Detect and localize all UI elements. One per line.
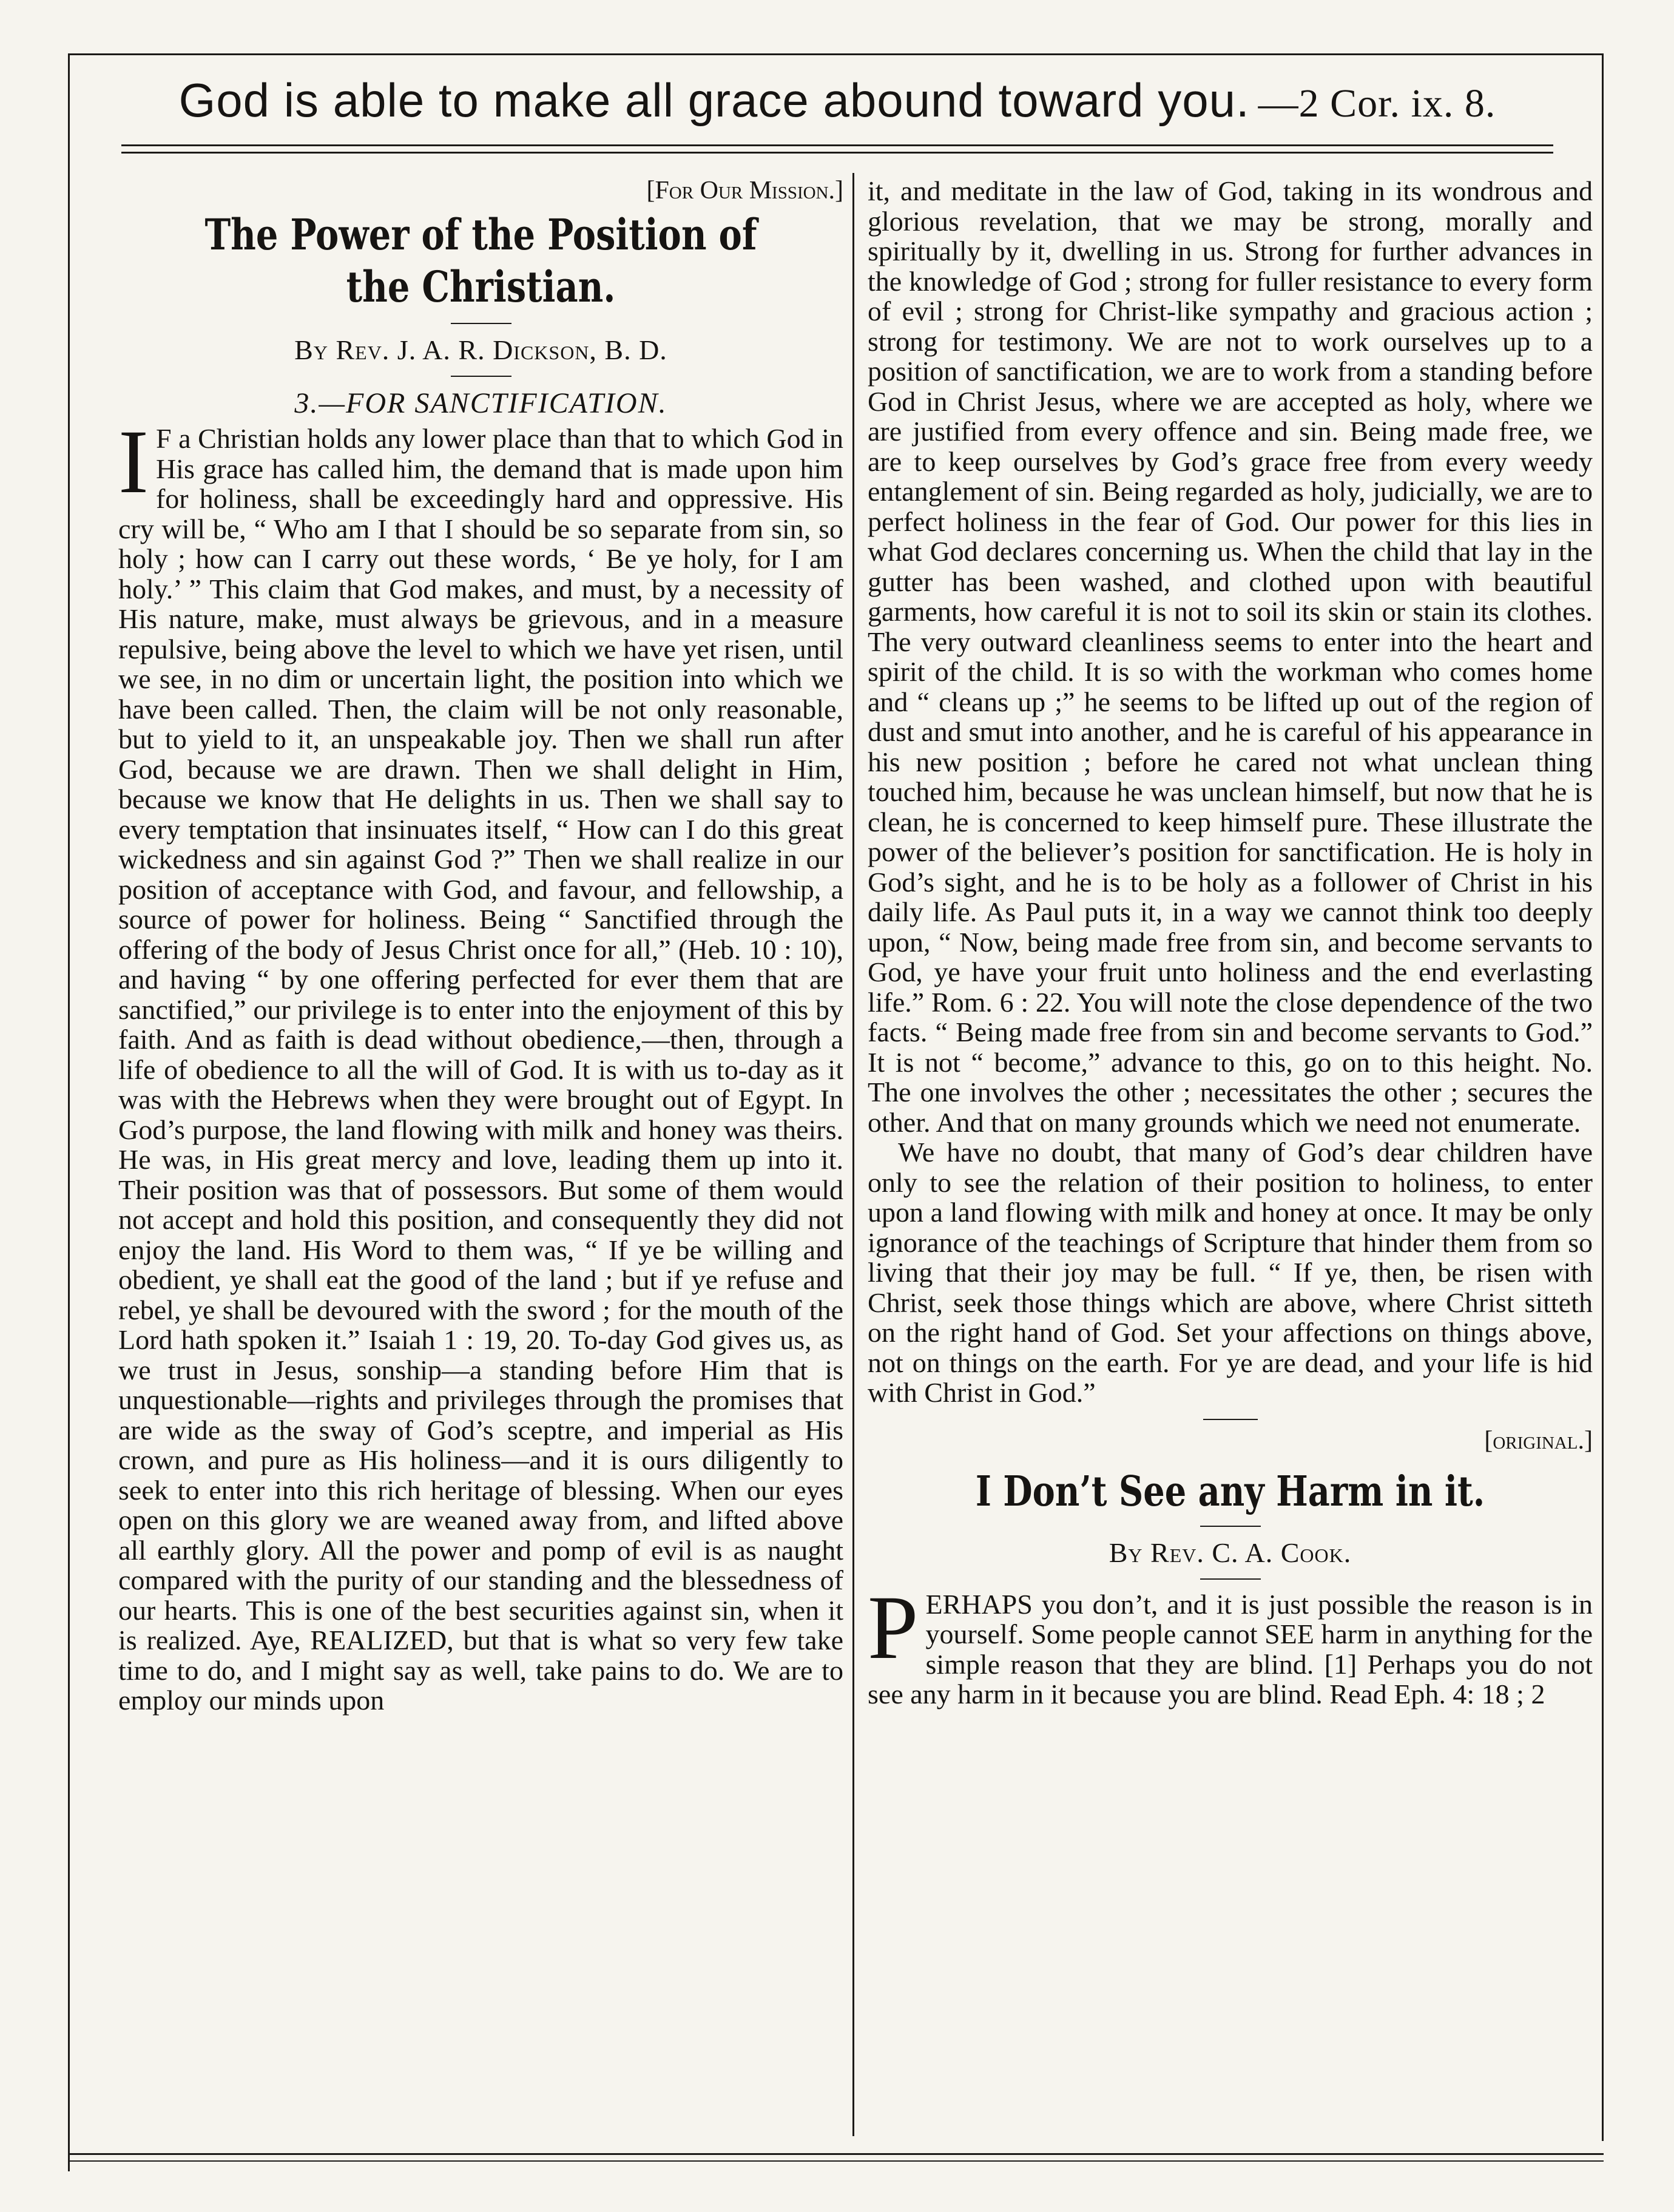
byline2-divider: [1200, 1578, 1261, 1580]
page-border-right: [1602, 53, 1604, 2141]
motto-text: God is able to make all grace abound toward you.: [178, 73, 1250, 127]
article1-paragraph-1-continued: it, and meditate in the law of God, taking in its wondrous and glorious revelation, that we may be strong, morally and spiritually by it, dwelling in us. Strong for further advances in the knowledge of God ; strong for fuller resistance to every form of evil ; strong for Christ-like sympathy and gracious action ; strong for testimony. We are not to work ourselves up to a position of sanctification, we are to work from a standing before God in Christ Jesus, where we are accepted as holy, where we are justified from every offence and sin. Being made free, we are to keep ourselves by God’s grace free from every weedy entanglement of sin. Being regarded as holy, judicially, we are to perfect holiness in the fear of God. Our power for this lies in what God declares concerning us. When the child that lay in the gutter has been washed, and clothed upon with beautiful garments, how careful it is not to soil its skin or stain its clothes. The very outward cleanliness seems to enter into the heart and spirit of the child. It is so with the workman who comes home and “ cleans up ;” he seems to be lifted up out of the region of dust and smut into another, and he is careful of his appearance in his new position ; before he cared not what unclean thing touched him, because he was unclean himself, but now that he is clean, he is concerned to keep himself pure. These illustrate the power of the believer’s position for sanctification. He is holy in God’s sight, and he is to be holy as a follower of Christ in his daily life. As Paul puts it, in a way we cannot think too deeply upon, “ Now, being made free from sin, and become servants to God, ye have your fruit unto holiness and the end everlasting life.” Rom. 6 : 22. You will note the close dependence of the two facts. “ Being made free from sin and become servants to God.” It is not “ become,” advance to this, go on to this height. No. The one involves the other ; necessitates the other ; secures the other. And that on many grounds which we need not enumerate.: [868, 176, 1593, 1138]
article1-paragraph-1: [118, 411, 843, 1716]
dropcap-i: I: [118, 411, 149, 512]
article1-source-tag: [For Our Mission.]: [646, 177, 843, 205]
left-column: [118, 176, 843, 2136]
header-rule: [121, 144, 1553, 146]
dropcap-p: P: [868, 1577, 919, 1678]
page-border-top: [68, 53, 1604, 55]
article1-paragraph-1-text: F a Christian holds any lower place than that to which God in His grace has called him, the demand that is made upon him for holiness, shall be exceedingly hard and oppressive. His cry will be, “ Who am I that I should be so separate from sin, so holy ; how can I carry out these words, ‘ Be ye holy, for I am holy.’ ” This claim that God makes, and must, by a necessity of His nature, make, must always be grievous, and in a measure repulsive, being above the level to which we have yet risen, until we see, in no dim or uncertain light, the position into which we have been called. Then, the claim will be not only reasonable, but to yield to it, an unspeakable joy. Then we shall run after God, because we are drawn. Then we shall delight in Him, because we know that He delights in us. Then we shall say to every temptation that insinuates itself, “ How can I do this great wickedness and sin against God ?” Then we shall realize in our position of acceptance with God, and favour, and fellowship, a source of power for holiness. Being “ Sanctified through the offering of the body of Jesus Christ once for all,” (Heb. 10 : 10), and having “ by one offering perfected for ever them that are sanctified,” our privilege is to enter into the enjoyment of this by faith. And as faith is dead without obedience,—then, through a life of obedience to all the will of God. It is with us to-day as it was with the Hebrews when they were brought out of Egypt. In God’s purpose, the land flowing with milk and honey was theirs. He was, in His great mercy and love, leading them up into it. Their position was that of possessors. But some of them would not accept and hold this position, and consequently they did not enjoy the land. His Word to them was, “ If ye be willing and obedient, ye shall eat the good of the land ; but if ye refuse and rebel, ye shall be devoured with the sword ; for the mouth of the Lord hath spoken it.” Isaiah 1 : 19, 20. To-day God gives us, as we trust in Jesus, sonship—a standing before Him that is unquestionable—rights and privileges through the promises that are wide as the sway of God’s sceptre, and imperial as His crown, and pure as His holiness—and it is ours diligently to seek to enter into this rich heritage of blessing. When our eyes open on this glory we are weaned away from, and lifted above all earthly glory. All the power and pomp of evil is as naught compared with the purity of our standing and the blessedness of our hearts. This is one of the best securities against sin, when it is realized. Aye, REALIZED, but that is what so very few take time to do, and I might say as well, take pains to do. We are to employ our minds upon: [118, 423, 843, 1716]
article-separator: [1203, 1419, 1258, 1420]
page-border-bottom: [68, 2153, 1604, 2155]
header-rule-double: [121, 152, 1553, 154]
page-border-left: [68, 53, 70, 2171]
motto-reference: —2 Cor. ix. 8.: [1258, 81, 1496, 126]
article2-title: I Don’t See any Harm in it.: [975, 1467, 1485, 1516]
page-border-bottom-double: [68, 2160, 1604, 2162]
article2-paragraph-1-text: ERHAPS you don’t, and it is just possible the reason is in yourself. Some people cannot SEE harm in anything for the simple reason that they are blind. [1] Perhaps you do not see any harm in it because you are blind. Read Eph. 4: 18 ; 2: [868, 1588, 1593, 1710]
title2-divider: [1200, 1526, 1261, 1527]
title-divider: [451, 323, 511, 324]
article2-source-tag: [original.]: [1484, 1426, 1593, 1455]
right-column: [868, 176, 1593, 2136]
article2-byline: By Rev. C. A. Cook.: [1109, 1537, 1352, 1568]
byline-divider: [451, 376, 511, 377]
article1-section-heading: 3.—FOR SANCTIFICATION.: [294, 387, 667, 419]
column-divider: [852, 173, 854, 2136]
article1-title: The Power of the Position of the Christian.: [204, 209, 757, 312]
article1-byline: By Rev. J. A. R. Dickson, B. D.: [294, 334, 667, 365]
article2-paragraph-1: [868, 1577, 1593, 1710]
article1-paragraph-2: We have no doubt, that many of God’s dear children have only to see the relation of their position to holiness, to enter upon a land flowing with milk and honey at once. It may be only ignorance of the teachings of Scripture that hinder them from so living that their joy may be full. “ If ye, then, be risen with Christ, seek those things which are above, where Christ sitteth on the right hand of God. Set your affections on things above, not on things on the earth. For ye are dead, and your life is hid with Christ in God.”: [868, 1137, 1593, 1408]
